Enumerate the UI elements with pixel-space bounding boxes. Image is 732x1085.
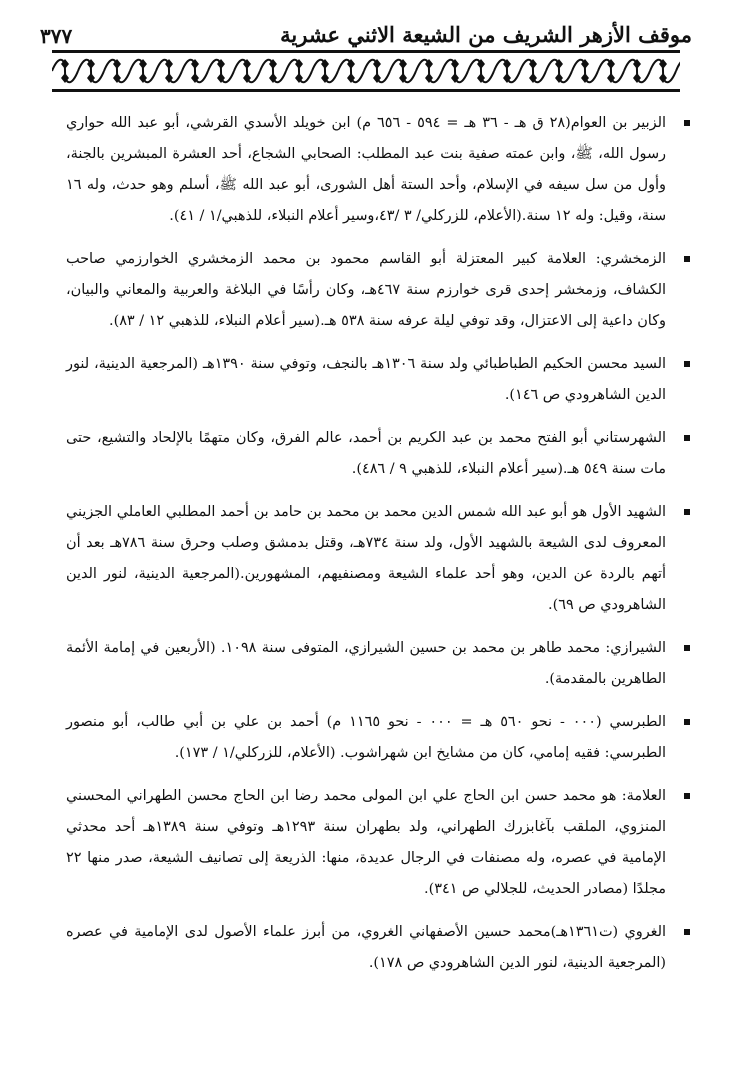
bullet-marker xyxy=(684,719,690,725)
running-title: موقف الأزهر الشريف من الشيعة الاثني عشرية xyxy=(280,22,692,47)
bullet-marker xyxy=(684,793,690,799)
entry-zubayr xyxy=(66,108,690,232)
entry-text: السيد محسن الحكيم الطباطبائي ولد سنة ١٣٠٦هـ بالنجف، وتوفي سنة ١٣٩٠هـ (المرجعية الدينية، لنور الدين الشاهرودي ص ١٤٦). xyxy=(66,356,666,403)
entry-zamakhshari xyxy=(66,244,690,337)
bullet-marker xyxy=(684,256,690,262)
bullet-marker xyxy=(684,120,690,126)
entry-text: الزبير بن العوام(٢٨ ق هـ - ٣٦ هـ = ٥٩٤ - ٦٥٦ م) ابن خويلد الأسدي القرشي، أبو عبد الله حواري رسول الله، ﷺ، وابن عمته صفية بنت عبد المطلب: الصحابي الشجاع، أحد العشرة المبشرين بالجنة، وأول من سل سيفه في الإسلام، وأحد الستة أهل الشورى، أبو عبد الله ﷺ، أسلم وهو حدث، وله ١٦ سنة، وقيل: وله ١٢ سنة.(الأعلام، للزركلي/ ٣ /٤٣،وسير أعلام النبلاء، للذهبي/١ / ٤١). xyxy=(66,115,666,224)
entry-text: العلامة: هو محمد حسن ابن الحاج علي ابن المولى محمد رضا ابن الحاج محسن الطهراني المحسني المنزوي، الملقب بآغابزرك الطهراني، ولد بطهران سنة ١٢٩٣هـ وتوفي سنة ١٣٨٩هـ أحد محدثي الإمامية في عصره، وله مصنفات في الرجال عديدة، منها: الذريعة إلى تصانيف الشيعة، صدر منها ٢٢ مجلدًا (مصادر الحديث، للجلالي ص ٣٤١). xyxy=(66,788,667,897)
entry-text: الشهرستاني أبو الفتح محمد بن عبد الكريم بن أحمد، عالم الفرق، وكان متهمًا بالإلحاد والتشيع، حتى مات سنة ٥٤٩ هـ.(سير أعلام النبلاء، للذهبي ٩ / ٤٨٦). xyxy=(66,430,666,477)
entry-text: الشهيد الأول هو أبو عبد الله شمس الدين محمد بن محمد بن حامد بن أحمد المطلبي العاملي الجزيني المعروف لدى الشيعة بالشهيد الأول، ولد سنة ٧٣٤هـ، وقتل بدمشق وصلب وحرق سنة ٧٨٦هـ بعد أن أتهم بالردة عن الدين، وهو أحد علماء الشيعة ومصنفيهم، المشهورين.(المرجعية الدينية، لنور الدين الشاهرودي ص ٦٩). xyxy=(66,504,666,613)
entry-shahid-awwal xyxy=(66,497,690,621)
bullet-marker xyxy=(684,509,690,515)
page-number: ٣٧٧ xyxy=(40,24,73,48)
entry-gharawi xyxy=(66,917,690,979)
bullet-marker xyxy=(684,645,690,651)
entry-tabarsi xyxy=(66,707,690,769)
decorative-border-ornament xyxy=(52,50,680,92)
entry-allama-tehrani xyxy=(66,781,690,905)
entry-muhsin-al-hakim xyxy=(66,349,690,411)
entry-text: الشيرازي: محمد طاهر بن محمد بن حسين الشيرازي، المتوفى سنة ١٠٩٨. (الأربعين في إمامة الأئمة الطاهرين بالمقدمة). xyxy=(66,640,666,687)
bullet-marker xyxy=(684,929,690,935)
page-header xyxy=(40,22,692,52)
biography-footnotes xyxy=(66,108,690,991)
entry-text: الزمخشري: العلامة كبير المعتزلة أبو القاسم محمود بن محمد الزمخشري الخوارزمي صاحب الكشاف، وزمخشر إحدى قرى خوارزم سنة ٤٦٧هـ، وكان رأسًا في البلاغة والعربية والمعاني والبيان، وكان داعية إلى الاعتزال، وقد توفي ليلة عرفه سنة ٥٣٨ هـ.(سير أعلام النبلاء، للذهبي ١٢ / ٨٣). xyxy=(66,251,666,329)
entry-text: الغروي (ت١٣٦١هـ)محمد حسين الأصفهاني الغروي، من أبرز علماء الأصول لدى الإمامية في عصره (المرجعية الدينية، لنور الدين الشاهرودي ص ١٧٨). xyxy=(66,924,666,971)
entry-shahrastani xyxy=(66,423,690,485)
entry-shirazi xyxy=(66,633,690,695)
bullet-marker xyxy=(684,435,690,441)
bullet-marker xyxy=(684,361,690,367)
entry-text: الطبرسي (٠٠٠ - نحو ٥٦٠ هـ = ٠٠٠ - نحو ١١٦٥ م) أحمد بن علي بن أبي طالب، أبو منصور الطبرسي: فقيه إمامي، كان من مشايخ ابن شهراشوب. (الأعلام، للزركلي/١ / ١٧٣). xyxy=(66,714,667,761)
